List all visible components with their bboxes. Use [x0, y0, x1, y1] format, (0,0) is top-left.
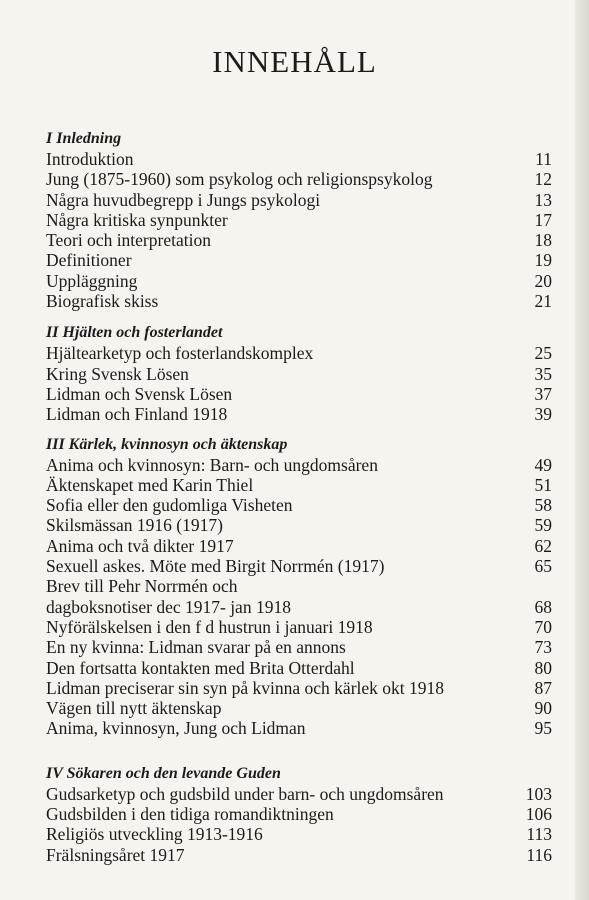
toc-entry — [46, 845, 552, 865]
entry-title: Äktenskapet med Karin Thiel — [46, 474, 254, 495]
entry-page-number: 35 — [534, 363, 552, 384]
entry-page-number: 49 — [534, 454, 552, 475]
entry-page-number: 90 — [534, 698, 552, 719]
entry-page-number: 58 — [534, 495, 552, 516]
entry-page-number: 68 — [534, 596, 552, 617]
section-spacer — [46, 311, 552, 322]
entry-title: Sofia eller den gudomliga Visheten — [46, 495, 293, 516]
entry-title: Uppläggning — [46, 270, 138, 291]
entry-page-number: 25 — [534, 343, 552, 364]
toc-entry — [46, 804, 552, 824]
entry-title: Anima och kvinnosyn: Barn- och ungdomsåren — [46, 454, 378, 475]
toc-entry — [46, 149, 552, 169]
entry-title: Definitioner — [46, 250, 132, 271]
entry-page-number: 20 — [534, 270, 552, 291]
toc-entry — [46, 271, 552, 291]
entry-title: Biografisk skiss — [46, 291, 159, 312]
entry-title: Introduktion — [46, 149, 134, 169]
toc-entry — [46, 536, 552, 556]
toc-entry — [46, 230, 552, 250]
entry-title: Några huvudbegrepp i Jungs psykologi — [46, 189, 321, 210]
entry-page-number: 103 — [525, 783, 552, 804]
entry-page-number: 39 — [534, 404, 552, 425]
entry-page-number: 73 — [534, 637, 552, 658]
entry-title: Vägen till nytt äktenskap — [46, 698, 222, 719]
toc-entry — [46, 658, 552, 678]
entry-title: Jung (1875-1960) som psykolog och religionspsykolog — [46, 169, 433, 190]
toc-entry — [46, 617, 552, 637]
toc-entry — [46, 637, 552, 657]
entry-title: Skilsmässan 1916 (1917) — [46, 515, 223, 536]
entry-page-number: 80 — [534, 657, 552, 678]
toc-section — [46, 322, 552, 424]
entry-title: Religiös utveckling 1913-1916 — [46, 824, 263, 845]
section-spacer — [46, 739, 552, 763]
entry-page-number: 116 — [526, 844, 552, 865]
entry-page-number: 19 — [534, 250, 552, 271]
entry-page-number: 21 — [534, 291, 552, 312]
entry-page-number: 95 — [534, 718, 552, 739]
entry-title: Brev till Pehr Norrmén och — [46, 576, 238, 597]
page-edge — [575, 0, 589, 900]
toc-entry — [46, 364, 552, 384]
toc-entry — [46, 169, 552, 189]
section-heading: II Hjälten och fosterlandet — [46, 324, 223, 342]
entry-title: Gudsarketyp och gudsbild under barn- och ungdomsåren — [46, 783, 444, 804]
entry-title: Frälsningsåret 1917 — [46, 844, 185, 865]
entry-title: dagboksnotiser dec 1917- jan 1918 — [46, 596, 291, 617]
toc-entry — [46, 404, 552, 424]
section-heading: IV Sökaren och den levande Guden — [46, 764, 281, 782]
toc-entry — [46, 455, 552, 475]
toc-entry — [46, 597, 552, 617]
entry-title: Gudsbilden i den tidiga romandiktningen — [46, 804, 334, 825]
entry-page-number: 62 — [534, 535, 552, 556]
toc-entry — [46, 343, 552, 363]
entry-page-number: 11 — [535, 149, 552, 169]
entry-page-number: 17 — [534, 209, 552, 230]
entry-page-number: 113 — [526, 824, 552, 845]
entry-page-number: 13 — [534, 189, 552, 210]
entry-title: Lidman och Svensk Lösen — [46, 383, 233, 404]
entry-title: Anima och två dikter 1917 — [46, 535, 234, 556]
toc-entry — [46, 678, 552, 698]
section-heading: III Kärlek, kvinnosyn och äktenskap — [46, 435, 288, 453]
entry-title: Lidman och Finland 1918 — [46, 404, 228, 425]
section-heading: I Inledning — [46, 130, 122, 147]
entry-title: Teori och interpretation — [46, 230, 211, 251]
entry-page-number: 87 — [534, 677, 552, 698]
entry-title: En ny kvinna: Lidman svarar på en annons — [46, 637, 346, 658]
entry-title: Kring Svensk Lösen — [46, 363, 189, 384]
toc-entry — [46, 556, 552, 576]
toc-entry — [46, 190, 552, 210]
entry-page-number: 70 — [534, 616, 552, 637]
entry-page-number: 65 — [534, 556, 552, 577]
toc-entry — [46, 576, 552, 596]
entry-title: Några kritiska synpunkter — [46, 209, 228, 230]
toc-entry — [46, 475, 552, 495]
page-title: INNEHÅLL — [212, 44, 377, 79]
entry-page-number: 12 — [534, 169, 552, 190]
entry-page-number: 106 — [525, 804, 552, 825]
entry-title: Nyförälskelsen i den f d hustrun i januari 1918 — [46, 616, 373, 637]
entry-page-number: 18 — [534, 230, 552, 251]
toc-section — [46, 763, 552, 865]
section-spacer — [46, 425, 552, 434]
entry-title: Hjältearketyp och fosterlandskomplex — [46, 343, 314, 364]
toc-entry — [46, 784, 552, 804]
entry-title: Lidman preciserar sin syn på kvinna och kärlek okt 1918 — [46, 677, 445, 698]
entry-title: Anima, kvinnosyn, Jung och Lidman — [46, 718, 306, 739]
toc-entry — [46, 718, 552, 738]
toc-section — [46, 128, 552, 311]
toc-entry — [46, 824, 552, 844]
toc-section — [46, 434, 552, 739]
toc-entry — [46, 210, 552, 230]
toc-entry — [46, 495, 552, 515]
toc-entry — [46, 250, 552, 270]
entry-title: Sexuell askes. Möte med Birgit Norrmén (1917) — [46, 556, 385, 577]
entry-page-number: 37 — [534, 383, 552, 404]
toc-entry — [46, 698, 552, 718]
entry-page-number: 59 — [534, 515, 552, 536]
toc-entry — [46, 384, 552, 404]
entry-page-number: 51 — [534, 474, 552, 495]
table-of-contents — [46, 128, 552, 865]
toc-entry — [46, 515, 552, 535]
entry-title: Den fortsatta kontakten med Brita Otterdahl — [46, 657, 355, 678]
toc-entry — [46, 291, 552, 311]
